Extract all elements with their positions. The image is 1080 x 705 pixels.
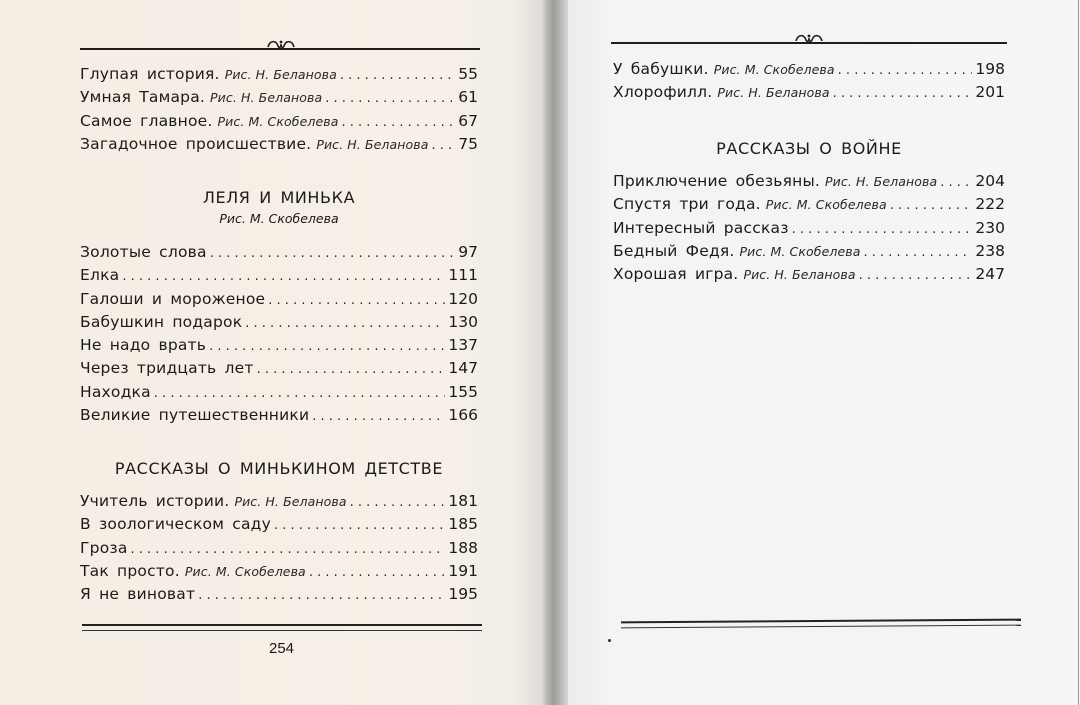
story-title: Интересный рассказ — [613, 218, 789, 237]
dot-leader — [325, 91, 455, 106]
toc-entry[interactable] — [80, 515, 478, 538]
page-ref: 238 — [975, 241, 1005, 260]
toc-entry[interactable] — [80, 383, 478, 406]
page-edge — [1078, 0, 1079, 705]
page-ref: 120 — [448, 289, 478, 308]
dot-leader — [350, 495, 446, 510]
illustrator: Рис. М. Скобелева — [217, 113, 339, 129]
dot-leader — [792, 222, 973, 237]
toc-entry[interactable] — [613, 172, 1005, 195]
page-ref: 195 — [448, 585, 478, 604]
section-heading: РАССКАЗЫ О МИНЬКИНОМ ДЕТСТВЕ — [114, 459, 444, 478]
story-title: Хлорофилл. — [613, 83, 713, 102]
illustrator: Рис. Н. Беланова — [224, 67, 337, 82]
toc-entry[interactable] — [80, 88, 478, 111]
page-ref: 155 — [448, 382, 478, 401]
dot-leader — [245, 316, 445, 331]
dot-leader — [340, 68, 455, 83]
illustrator: Рис. М. Скобелева — [184, 563, 306, 579]
dot-leader — [268, 293, 445, 308]
story-title: Через тридцать лет — [80, 359, 254, 378]
toc-intro-list — [80, 65, 478, 158]
dot-leader — [432, 138, 456, 153]
toc-entry[interactable] — [80, 359, 478, 382]
bottom-rule — [621, 619, 1021, 629]
toc-entry[interactable] — [80, 585, 478, 608]
page-ref: 61 — [458, 88, 478, 107]
story-title: Глупая история. — [80, 65, 220, 83]
toc-lelya-list — [80, 243, 478, 429]
story-title: Гроза — [80, 538, 128, 557]
illustrator: Рис. М. Скобелева — [739, 243, 861, 259]
fleuron-icon — [266, 38, 296, 50]
page-ref: 137 — [448, 336, 478, 355]
page-ref: 181 — [448, 492, 478, 510]
story-title: Хорошая игра. — [613, 265, 739, 284]
dot-leader — [838, 63, 973, 78]
story-title: Великие путешественники — [80, 406, 310, 425]
dot-leader — [274, 518, 445, 533]
page-ref: 130 — [448, 312, 478, 331]
print-speck — [608, 639, 611, 642]
page-ref: 230 — [975, 218, 1005, 237]
page-ref: 75 — [458, 134, 478, 153]
toc-entry[interactable] — [80, 290, 478, 313]
dot-leader — [833, 86, 973, 101]
illustrator: Рис. М. Скобелева — [765, 197, 887, 213]
toc-entry[interactable] — [80, 135, 478, 158]
dot-leader — [210, 246, 456, 261]
toc-entry[interactable] — [80, 492, 478, 515]
toc-intro-list — [613, 60, 1005, 107]
toc-entry[interactable] — [613, 242, 1005, 265]
illustrator: Рис. Н. Беланова — [743, 267, 856, 283]
illustrator: Рис. Н. Беланова — [234, 494, 347, 509]
section-heading: РАССКАЗЫ О ВОЙНЕ — [716, 139, 902, 158]
dot-leader — [154, 386, 446, 401]
toc-entry[interactable] — [613, 60, 1005, 83]
story-title: Так просто. — [80, 561, 180, 580]
toc-entry[interactable] — [80, 243, 478, 266]
story-title: Учитель истории. — [80, 492, 230, 510]
toc-entry[interactable] — [80, 266, 478, 289]
toc-war-list — [613, 172, 1005, 288]
story-title: Бабушкин подарок — [80, 312, 243, 331]
section-heading: ЛЕЛЯ И МИНЬКА — [202, 188, 356, 207]
story-title: У бабушки. — [613, 60, 709, 78]
story-title: Спустя три года. — [613, 195, 761, 214]
story-title: В зоологическом саду — [80, 515, 271, 534]
story-title: Умная Тамара. — [80, 88, 206, 107]
page-number: 254 — [269, 640, 295, 657]
illustrator: Рис. Н. Беланова — [825, 174, 938, 189]
dot-leader — [198, 588, 445, 603]
bottom-rule — [82, 624, 482, 631]
toc-entry[interactable] — [80, 313, 478, 336]
story-title: Золотые слова — [80, 243, 207, 261]
story-title: Галоши и мороженое — [80, 289, 266, 308]
dot-leader — [341, 115, 455, 130]
illustrator: Рис. Н. Беланова — [316, 136, 429, 152]
dot-leader — [131, 542, 446, 557]
illustrator: Рис. Н. Беланова — [210, 90, 323, 106]
page-ref: 147 — [448, 359, 478, 378]
toc-entry[interactable] — [80, 65, 478, 88]
toc-minka-list — [80, 492, 478, 608]
story-title: Приключение обезьяны. — [613, 172, 821, 190]
dot-leader — [859, 268, 973, 283]
book-spine — [540, 0, 570, 705]
page-ref: 204 — [975, 172, 1005, 190]
page-ref: 222 — [975, 195, 1005, 214]
story-title: Самое главное. — [80, 111, 213, 130]
page-ref: 67 — [458, 111, 478, 130]
dot-leader — [890, 198, 973, 213]
dot-leader — [863, 245, 972, 260]
page-ref: 166 — [448, 406, 478, 425]
story-title: Бедный Федя. — [613, 241, 735, 260]
toc-entry[interactable] — [80, 562, 478, 585]
dot-leader — [940, 175, 972, 190]
story-title: Елка — [80, 266, 120, 285]
section-illustrator: Рис. М. Скобелева — [219, 211, 339, 226]
page-ref: 191 — [448, 561, 478, 580]
page-ref: 201 — [975, 83, 1005, 102]
story-title: Находка — [80, 382, 151, 401]
dot-leader — [312, 409, 445, 424]
toc-entry[interactable] — [613, 219, 1005, 242]
toc-entry[interactable] — [80, 112, 478, 135]
toc-entry[interactable] — [613, 195, 1005, 218]
page-ref: 111 — [448, 266, 478, 285]
dot-leader — [122, 269, 445, 284]
story-title: Загадочное происшествие. — [80, 134, 312, 153]
toc-entry[interactable] — [613, 265, 1005, 288]
dot-leader — [309, 565, 446, 580]
story-title: Я не виноват — [80, 585, 196, 604]
toc-entry[interactable] — [613, 83, 1005, 106]
story-title: Не надо врать — [80, 336, 207, 355]
toc-entry[interactable] — [80, 406, 478, 429]
page-ref: 97 — [458, 243, 478, 261]
fleuron-icon — [794, 32, 824, 44]
page-ref: 188 — [448, 538, 478, 557]
toc-entry[interactable] — [80, 336, 478, 359]
illustrator: Рис. М. Скобелева — [713, 62, 835, 77]
page-ref: 55 — [458, 65, 478, 83]
toc-entry[interactable] — [80, 539, 478, 562]
page-ref: 185 — [448, 515, 478, 534]
page-ref: 198 — [975, 60, 1005, 78]
dot-leader — [257, 362, 446, 377]
page-ref: 247 — [975, 265, 1005, 284]
illustrator: Рис. Н. Беланова — [717, 85, 830, 101]
dot-leader — [209, 339, 445, 354]
right-page — [568, 0, 1080, 705]
